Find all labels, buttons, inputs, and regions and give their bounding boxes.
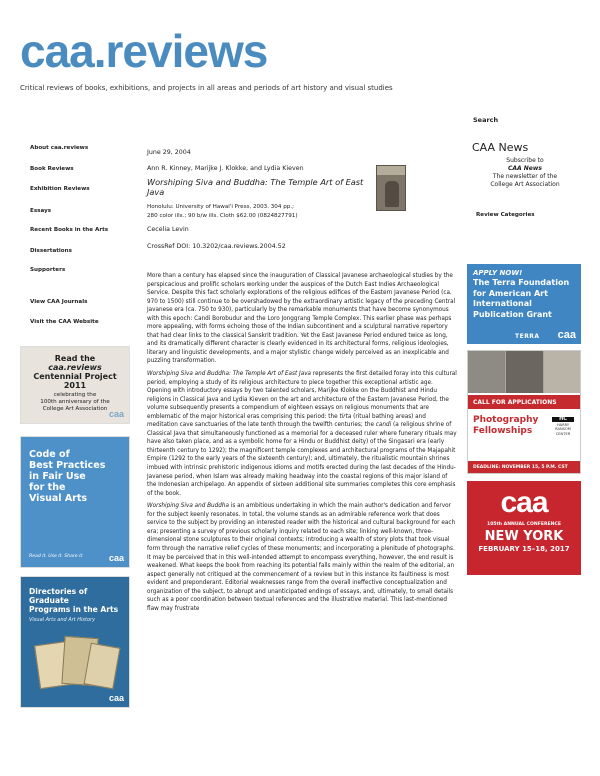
centennial-line3: Centennial Project <box>33 372 117 381</box>
centennial-line1: Read the <box>54 354 96 363</box>
photo-strip-image <box>468 351 580 393</box>
pub-line1: Honolulu: University of Hawai'i Press, 2003. 304 pp.; <box>147 204 294 210</box>
photo-title: Photography Fellowships <box>473 415 539 436</box>
fairuse-line5: Visual Arts <box>29 493 88 504</box>
conf-line1: 105th ANNUAL CONFERENCE <box>487 522 561 527</box>
terra-brand: TERRA <box>515 333 540 340</box>
review-doi[interactable]: CrossRef DOI: 10.3202/caa.reviews.2004.52 <box>147 243 286 250</box>
directories-title1: Directories of Graduate <box>29 587 88 605</box>
directories-promo[interactable] <box>20 576 130 708</box>
fairuse-line2: Best Practices <box>29 460 106 471</box>
nav-book-reviews[interactable]: Book Reviews <box>30 166 74 172</box>
nav-recent-books[interactable]: Recent Books in the Arts <box>30 227 109 233</box>
review-date: June 29, 2004 <box>147 149 191 156</box>
book-cover-image <box>376 165 406 211</box>
site-logo[interactable]: caa.reviews <box>20 25 268 77</box>
photography-fellowship-ad[interactable] <box>467 350 581 474</box>
call-for-applications: CALL FOR APPLICATIONS <box>468 395 580 409</box>
review-book-title: Worshiping Siva and Buddha: The Temple Art of East Java <box>147 177 364 197</box>
fairuse-line4: for the <box>29 482 66 493</box>
terra-line4: Publication Grant <box>473 309 552 319</box>
nav-exhibition-reviews[interactable]: Exhibition Reviews <box>30 186 90 192</box>
harry-ransom-logo: HC HARRY RANSOM CENTER <box>552 417 574 436</box>
caa-logo-icon: caa <box>108 553 124 563</box>
review-categories-link[interactable]: Review Categories <box>476 212 535 218</box>
centennial-line7: College Art Association <box>42 406 108 412</box>
terra-line3: International <box>473 299 532 308</box>
deadline-banner: DEADLINE: NOVEMBER 15, 5 P.M. CST <box>468 461 580 473</box>
fairuse-slogan: Read it. Use it. Share it. <box>29 554 84 559</box>
site-tagline: Critical reviews of books, exhibitions, and projects in all areas and periods of art history and visual studies <box>20 84 393 92</box>
review-publication-info <box>147 203 367 220</box>
annual-conference-ad[interactable] <box>467 481 581 575</box>
centennial-line5: celebrating the <box>53 392 97 398</box>
body-paragraph-2: Worshiping Siva and Buddha: The Temple Art of East Java represents the first detailed foray into this cultural period, employing a study of its religious architecture to piece together this exceptional artistic age. Opening with introductory essays by two talented scholars, Marijke Klokke on the Buddhist and Hindu religions in Classical Java and Lydia Kieven on the art and architecture of the Eastern Javanese Period, the volume subsequently presents a compendium of eighteen essays on religious monuments that are emblematic of the major historical eras comprising this period: the tirta (ritual bathing areas) and meditation cave sanctuaries of the late tenth through the twelfth centuries; the candi (a religious shrine of Classical Java that simultaneously functioned as a memorial for a deceased ruler where funerary rituals may have also taken place, and as a symbolic home for a Hindu or Buddhist deity) of the Singasari era (early thirteenth century to 1292); the magnificent temple complexes and architectural programs of the Majapahit Empire (1292 to the early years of the sixteenth century); and, ultimately, the ritualistic mountain shrines imbued with intrinsic prehistoric indigenous idioms and motifs erected during the last decades of the Hindu-Javanese period, when Islam was already making headway into the coastal regions of this major island of the Indonesian archipelago. An appendix of sixteen additional site summaries completes this core emphasis of the book. <box>147 371 457 497</box>
directories-title2: Programs in the Arts <box>29 605 119 614</box>
fair-use-promo[interactable] <box>20 436 130 568</box>
review-reviewer[interactable]: Cecelia Levin <box>147 226 189 233</box>
nav-view-caa-journals[interactable]: View CAA Journals <box>30 299 88 305</box>
fairuse-line3: in Fair Use <box>29 471 86 482</box>
terra-grant-ad[interactable] <box>467 264 581 344</box>
caa-logo-icon: caa <box>500 486 548 519</box>
nav-essays[interactable]: Essays <box>30 208 52 214</box>
caa-logo-icon: caa <box>557 329 576 341</box>
nav-visit-caa-website[interactable]: Visit the CAA Website <box>30 319 99 325</box>
terra-line2: for American Art <box>473 288 548 298</box>
centennial-line2: caa.reviews <box>48 363 102 372</box>
review-body <box>147 272 457 617</box>
directories-subtitle: Visual Arts and Art History <box>29 617 96 623</box>
nav-supporters[interactable]: Supporters <box>30 267 66 273</box>
centennial-line6: 100th anniversary of the <box>40 399 110 405</box>
nav-dissertations[interactable]: Dissertations <box>30 248 72 254</box>
centennial-promo[interactable] <box>20 346 130 424</box>
caa-logo-icon: caa <box>108 409 124 419</box>
caa-logo-icon: caa <box>108 693 124 703</box>
conf-city: NEW YORK <box>484 529 564 544</box>
search-link[interactable]: Search <box>473 116 499 124</box>
pub-line2: 280 color ills.; 90 b/w ills. Cloth $62.00 (0824827791) <box>147 212 298 219</box>
caa-news-title: CAA News <box>472 141 529 154</box>
review-authors: Ann R. Kinney, Marijke J. Klokke, and Lydia Kieven <box>147 165 304 172</box>
books-illustration-icon <box>29 635 121 697</box>
body-paragraph-1: More than a century has elapsed since the inauguration of Classical Javanese archaeological studies by the perspicacious and prolific scholars working under the auspices of the Dutch East Indies Archaeological Service. Despite this fact scholarly explorations of the religious edifices of the Eastern Javanese Period (ca. 970 to 1500) still continue to be overshadowed by the extraordinary artistic legacy of the preceding Central Javanese era (ca. 750 to 930), particularly by the remarkable monuments that have become synonymous with this epoch: Candi Borobudur and the Loro Jonggrang Temple Complex. This earlier phase was perhaps more appealing, with forms echoing those of the Indian subcontinent and a sculptural narrative repertory that had clear links to the classical Sanskrit tradition. Yet the East Javanese Period endured twice as long, and its dramatically different character is clearly evidenced in its architectural forms, religious ideologies, literary and linguistic developments, and a major stylistic change widely perceived as an inexplicable and puzzling transformation. <box>147 273 456 365</box>
centennial-line4: 2011 <box>63 381 87 390</box>
terra-apply: APPLY NOW! <box>473 269 523 277</box>
body-paragraph-3: Worshiping Siva and Buddha is an ambitious undertaking in which the main author's dedication and fervor for the subject keenly resonates. In total, the volume stands as an admirable reference work that does service to the subject by providing an interested reader with the historical and cultural background for each era; presenting a survey of previous scholarly inquiry related to each site; linking well-known, three-dimensional stone sculptures to their original contexts; introducing a wealth of story plots that took visual form through the narrative relief cycles of these monuments; and incorporating a plenitude of photographs. It may be perceived that in this well-intended attempt to encompass everything, however, the end result is weakened. What keeps the book from reaching its potential falls mainly within the realm of the editorial, an aspect generally not critiqued at the commencement of a review but in this instance its faultiness is most evident and preponderant. Editorial weaknesses range from the overall ineffective conceptualization and organization of the subject, to abrupt and unanticipated endings of essays, and, ultimately, to small details such as a poor coordination between textual references and the illustrative material. This last-mentioned flaw may frustrate <box>147 503 456 612</box>
nav-about[interactable]: About caa.reviews <box>30 145 89 151</box>
caa-news-subscribe[interactable]: Subscribe to CAA News The newsletter of the College Art Association <box>490 157 560 188</box>
fairuse-line1: Code of <box>29 449 70 460</box>
terra-line1: The Terra Foundation <box>473 278 570 287</box>
conf-dates: FEBRUARY 15–18, 2017 <box>478 545 570 553</box>
